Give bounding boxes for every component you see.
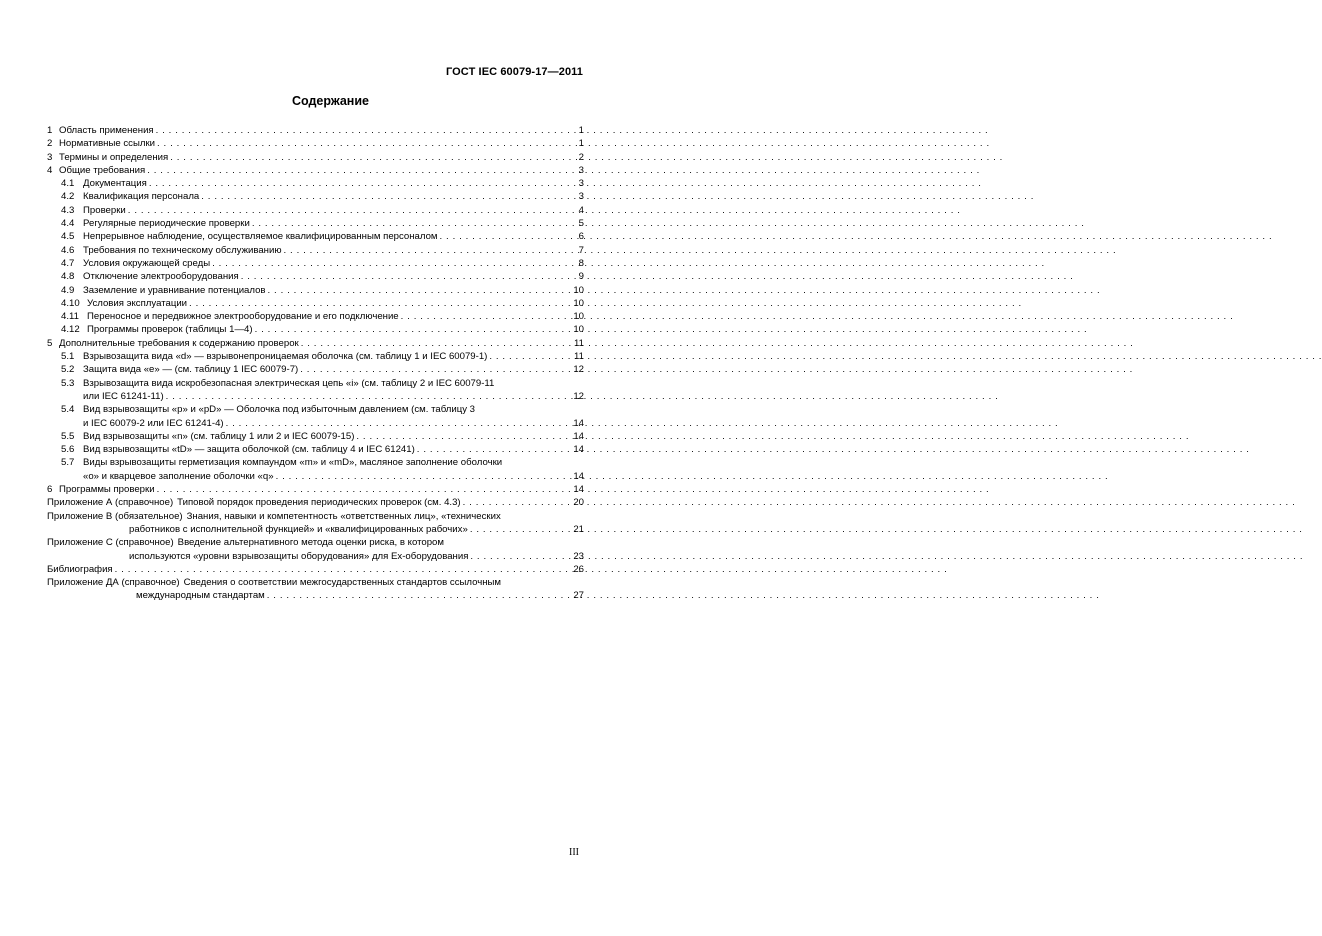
toc-page: 2 <box>578 151 584 163</box>
toc-entry[interactable] <box>47 284 584 297</box>
toc-number: 4.5 <box>61 231 75 243</box>
leader-dots <box>212 257 577 270</box>
toc-entry[interactable] <box>47 230 584 243</box>
toc-number: 2 <box>47 138 53 150</box>
toc-text: работников с исполнительной функцией» и «квалифицированных рабочих» <box>129 523 468 535</box>
toc-text: Документация <box>83 178 147 190</box>
toc-text: Квалификация персонала <box>83 191 200 203</box>
toc-text: Вид взрывозащиты «р» и «pD» — Оболочка под избыточным давлением (см. таблицу 3 <box>83 404 476 416</box>
toc-page: 11 <box>574 351 584 363</box>
toc-text: Защита вида «е» — (см. таблицу 1 IEC 60079-7) <box>83 364 299 376</box>
toc-text: Библиография <box>47 563 113 575</box>
toc-page: 6 <box>578 231 584 243</box>
toc-page: 10 <box>573 324 584 336</box>
leader-dots <box>276 470 572 483</box>
leader-dots <box>300 363 571 376</box>
toc-entry[interactable] <box>47 151 584 164</box>
toc-text: Вид взрывозащиты «tD» — защита оболочкой (см. таблицу 4 и IEC 61241) <box>83 444 415 456</box>
toc-text: Заземление и уравнивание потенциалов <box>83 284 266 296</box>
leader-dots <box>268 284 572 297</box>
toc-number: 5.7 <box>61 457 75 469</box>
toc-entry[interactable] <box>47 217 584 230</box>
page-title: Содержание <box>291 94 369 108</box>
toc-entry[interactable] <box>47 337 584 350</box>
toc-entry-continuation[interactable] <box>47 550 584 563</box>
toc-entry[interactable] <box>47 363 584 376</box>
toc-text: международным стандартам <box>136 590 265 602</box>
appendix-heading: Приложение С (справочное) <box>47 537 174 549</box>
toc-page: 10 <box>573 284 584 296</box>
toc-text: Переносное и передвижное электрооборудование и его подключение <box>87 311 399 323</box>
toc-number: 3 <box>47 151 53 163</box>
toc-text: Область применения <box>59 125 154 136</box>
toc-entry[interactable] <box>47 483 584 496</box>
toc-text: Взрывозащита вида «d» — взрывонепроницаемая оболочка (см. таблицу 1 и IEC 60079-1) <box>83 351 488 363</box>
toc-number: 5.2 <box>61 364 75 376</box>
toc-page: 12 <box>573 364 584 376</box>
toc-number: 4.8 <box>61 271 75 283</box>
toc-entry[interactable] <box>47 456 584 469</box>
leader-dots <box>255 323 572 336</box>
toc-number: 4.9 <box>61 284 75 296</box>
toc-page: 14 <box>573 430 584 442</box>
toc-number: 5.5 <box>61 430 75 442</box>
leader-dots <box>157 483 572 496</box>
toc-entry[interactable] <box>47 244 584 257</box>
leader-dots <box>166 390 572 403</box>
toc-page: 9 <box>578 271 584 283</box>
toc-page: 20 <box>573 497 584 509</box>
toc-page: 8 <box>578 257 584 269</box>
toc-entry[interactable] <box>47 257 584 270</box>
toc-text: Дополнительные требования к содержанию проверок <box>59 337 299 349</box>
toc-appendix-entry[interactable] <box>47 576 584 589</box>
toc-page: 10 <box>573 311 584 323</box>
toc-page: 3 <box>578 178 584 190</box>
leader-dots <box>470 550 571 563</box>
toc-appendix-entry[interactable] <box>47 510 584 523</box>
toc-text: Отключение электрооборудования <box>83 271 239 283</box>
toc-number: 4.1 <box>61 178 75 190</box>
toc-number: 6 <box>47 484 53 496</box>
toc-text: Общие требования <box>59 164 146 176</box>
toc-entry[interactable] <box>47 430 584 443</box>
toc-text: Проверки <box>83 204 126 216</box>
toc-page: 10 <box>573 297 584 309</box>
toc-entry-continuation[interactable] <box>47 417 584 430</box>
toc-entry[interactable] <box>47 137 584 150</box>
appendix-heading: Приложение ДА (справочное) <box>47 577 180 589</box>
toc-page: 3 <box>578 191 584 203</box>
toc-page: 26 <box>573 563 584 575</box>
leader-dots <box>356 430 571 443</box>
toc-number: 1 <box>47 125 53 136</box>
toc-text: или IEC 61241-11) <box>83 390 164 402</box>
leader-dots <box>156 124 577 137</box>
toc-page: 3 <box>578 164 584 176</box>
toc-page: 1 <box>578 125 584 136</box>
toc-appendix-entry[interactable] <box>47 496 584 509</box>
leader-dots <box>115 563 572 576</box>
toc-text: Введение альтернативного метода оценки риска, в котором <box>177 537 444 549</box>
leader-dots <box>226 417 572 430</box>
toc-text: Нормативные ссылки <box>59 138 156 150</box>
leader-dots <box>440 230 577 243</box>
toc-text: Вид взрывозащиты «n» (см. таблицу 1 или 2 и IEC 60079-15) <box>83 430 355 442</box>
toc-entry[interactable] <box>47 297 584 310</box>
leader-dots <box>201 190 576 203</box>
document-code: ГОСТ IEC 60079-17—2011 <box>445 66 583 78</box>
toc-page: 14 <box>573 444 584 456</box>
leader-dots <box>241 270 577 283</box>
leader-dots <box>470 523 572 536</box>
toc-entry[interactable] <box>47 124 584 137</box>
toc-entry[interactable] <box>47 377 584 390</box>
toc-page: 23 <box>573 550 584 562</box>
toc-entry[interactable] <box>47 443 584 456</box>
toc-page: 14 <box>573 417 584 429</box>
toc-text: Программы проверки <box>59 484 155 496</box>
toc-text: Программы проверок (таблицы 1—4) <box>87 324 253 336</box>
leader-dots <box>401 310 572 323</box>
toc-text: Регулярные периодические проверки <box>83 218 250 230</box>
toc-entry[interactable] <box>47 190 584 203</box>
toc-text: Знания, навыки и компетентность «ответственных лиц», «технических <box>186 510 501 522</box>
toc-number: 4 <box>47 164 53 176</box>
toc-entry[interactable] <box>47 177 584 190</box>
leader-dots <box>284 244 577 257</box>
leader-dots <box>157 137 577 150</box>
leader-dots <box>417 443 572 456</box>
toc-text: и IEC 60079-2 или IEC 61241-4) <box>83 417 224 429</box>
page-number: III <box>569 847 579 858</box>
toc-text: Требования по техническому обслуживанию <box>83 244 282 256</box>
toc-entry[interactable] <box>47 204 584 217</box>
toc-page: 27 <box>573 590 584 602</box>
toc-entry-continuation[interactable] <box>47 589 584 602</box>
toc-entry[interactable] <box>47 270 584 283</box>
leader-dots <box>128 204 577 217</box>
toc-page: 12 <box>573 390 584 402</box>
toc-text: Термины и определения <box>59 151 169 163</box>
appendix-heading: Приложение А (справочное) <box>47 497 174 509</box>
table-of-contents <box>47 124 584 603</box>
toc-page: 14 <box>573 470 584 482</box>
toc-page: 1 <box>578 138 584 150</box>
toc-page: 4 <box>578 204 584 216</box>
toc-text: Типовой порядок проведения периодических проверок (см. 4.3) <box>177 497 461 509</box>
toc-entry-continuation[interactable] <box>47 390 584 403</box>
toc-number: 5 <box>47 337 53 349</box>
toc-number: 5.3 <box>61 377 75 389</box>
leader-dots <box>252 217 577 230</box>
toc-entry[interactable] <box>47 164 584 177</box>
toc-text: Сведения о соответствии межгосударственных стандартов ссылочным <box>183 577 502 589</box>
leader-dots <box>267 589 572 602</box>
toc-entry-continuation[interactable] <box>47 470 584 483</box>
toc-text: Условия окружающей среды <box>83 257 211 269</box>
toc-number: 4.3 <box>61 204 75 216</box>
toc-entry-continuation[interactable] <box>47 523 584 536</box>
toc-page: 5 <box>578 218 584 230</box>
leader-dots <box>463 496 572 509</box>
toc-appendix-entry[interactable] <box>47 536 584 549</box>
toc-page: 21 <box>573 523 584 535</box>
toc-number: 4.7 <box>61 257 75 269</box>
toc-page: 11 <box>574 337 584 349</box>
leader-dots <box>149 177 577 190</box>
toc-number: 5.6 <box>61 444 75 456</box>
toc-number: 4.10 <box>61 297 80 309</box>
toc-text: Взрывозащита вида искробезопасная электрическая цепь «i» (см. таблицу 2 и IEC 60079-11 <box>83 377 495 389</box>
leader-dots <box>147 164 576 177</box>
toc-text: «о» и кварцевое заполнение оболочки «q» <box>83 470 274 482</box>
appendix-heading: Приложение В (обязательное) <box>47 510 183 522</box>
toc-entry[interactable] <box>47 310 584 323</box>
leader-dots <box>489 350 572 363</box>
toc-text: Виды взрывозащиты герметизация компаундом «m» и «mD», масляное заполнение оболочки <box>83 457 503 469</box>
toc-entry[interactable] <box>47 403 584 416</box>
leader-dots <box>189 297 571 310</box>
toc-entry[interactable] <box>47 563 584 576</box>
toc-page: 7 <box>578 244 584 256</box>
leader-dots <box>301 337 572 350</box>
toc-text: Условия эксплуатации <box>87 297 188 309</box>
toc-text: используются «уровни взрывозащиты оборудования» для Ех-оборудования <box>129 550 469 562</box>
toc-number: 4.4 <box>61 218 75 230</box>
toc-entry[interactable] <box>47 323 584 336</box>
leader-dots <box>170 151 576 164</box>
toc-number: 5.1 <box>61 351 75 363</box>
toc-number: 4.11 <box>61 311 79 323</box>
toc-number: 5.4 <box>61 404 75 416</box>
toc-page: 14 <box>573 484 584 496</box>
toc-number: 4.12 <box>61 324 80 336</box>
toc-entry[interactable] <box>47 350 584 363</box>
toc-number: 4.6 <box>61 244 75 256</box>
toc-text: Непрерывное наблюдение, осуществляемое квалифицированным персоналом <box>83 231 438 243</box>
toc-number: 4.2 <box>61 191 75 203</box>
